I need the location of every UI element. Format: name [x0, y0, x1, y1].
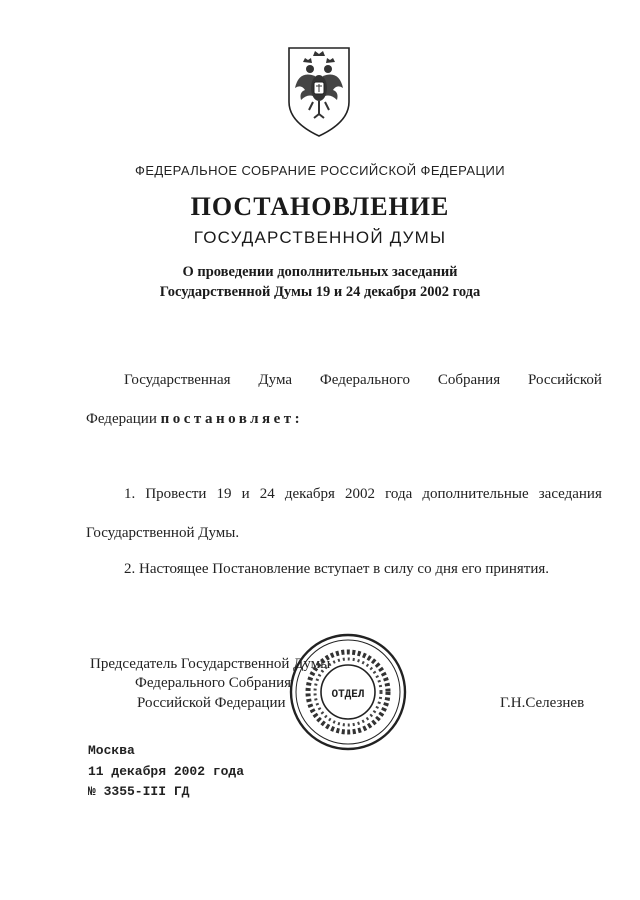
signatory-title-line-1: Председатель Государственной Думы [90, 656, 331, 672]
preamble-word: Государственная [124, 372, 231, 388]
document-issuer: ГОСУДАРСТВЕННОЙ ДУМЫ [193, 228, 447, 247]
item-1-word: 19 [216, 486, 232, 502]
item-2: 2. Настоящее Постановление вступает в силу со дня его принятия. [124, 561, 550, 577]
item-1-word: дополнительные [422, 486, 529, 502]
item-1-line-1 [124, 486, 602, 503]
preamble-continuation: Федерации [86, 411, 157, 427]
document-subject [0, 262, 640, 302]
item-1-word: 24 [259, 486, 275, 502]
preamble-verb: постановляет: [160, 411, 304, 427]
document-number: № 3355-III ГД [88, 784, 190, 799]
organization-header: ФЕДЕРАЛЬНОЕ СОБРАНИЕ РОССИЙСКОЙ ФЕДЕРАЦИИ [135, 163, 505, 178]
item-1-line-2: Государственной Думы. [86, 525, 240, 541]
item-1-word: декабря [284, 486, 335, 502]
item-1-word: заседания [538, 486, 602, 502]
preamble-word: Федерального [319, 372, 410, 388]
preamble-line-1 [124, 372, 602, 389]
preamble-word: Дума [258, 372, 293, 388]
official-seal-stamp [288, 632, 408, 752]
coat-of-arms-emblem [285, 44, 353, 140]
item-1-word: 1. [124, 486, 136, 502]
signatory-title-line-2: Федерального Собрания [135, 675, 292, 691]
subject-line-2: Государственной Думы 19 и 24 декабря 2002 года [159, 284, 481, 300]
place-of-signing: Москва [88, 743, 135, 758]
item-1-word: и [241, 486, 250, 502]
signatory-name: Г.Н.Селезнев [500, 695, 585, 711]
preamble-word: Российской [528, 372, 602, 388]
preamble-word: Собрания [437, 372, 501, 388]
signing-date: 11 декабря 2002 года [88, 764, 245, 779]
document-type-title: ПОСТАНОВЛЕНИЕ [190, 192, 450, 221]
subject-line-1: О проведении дополнительных заседаний [182, 264, 458, 280]
item-1-word: 2002 [345, 486, 375, 502]
item-1-word: года [385, 486, 413, 502]
signatory-title-line-3: Российской Федерации [137, 695, 286, 711]
item-1-word: Провести [145, 486, 207, 502]
preamble-line-2 [86, 411, 303, 428]
svg-text:ОТДЕЛ: ОТДЕЛ [331, 689, 365, 701]
